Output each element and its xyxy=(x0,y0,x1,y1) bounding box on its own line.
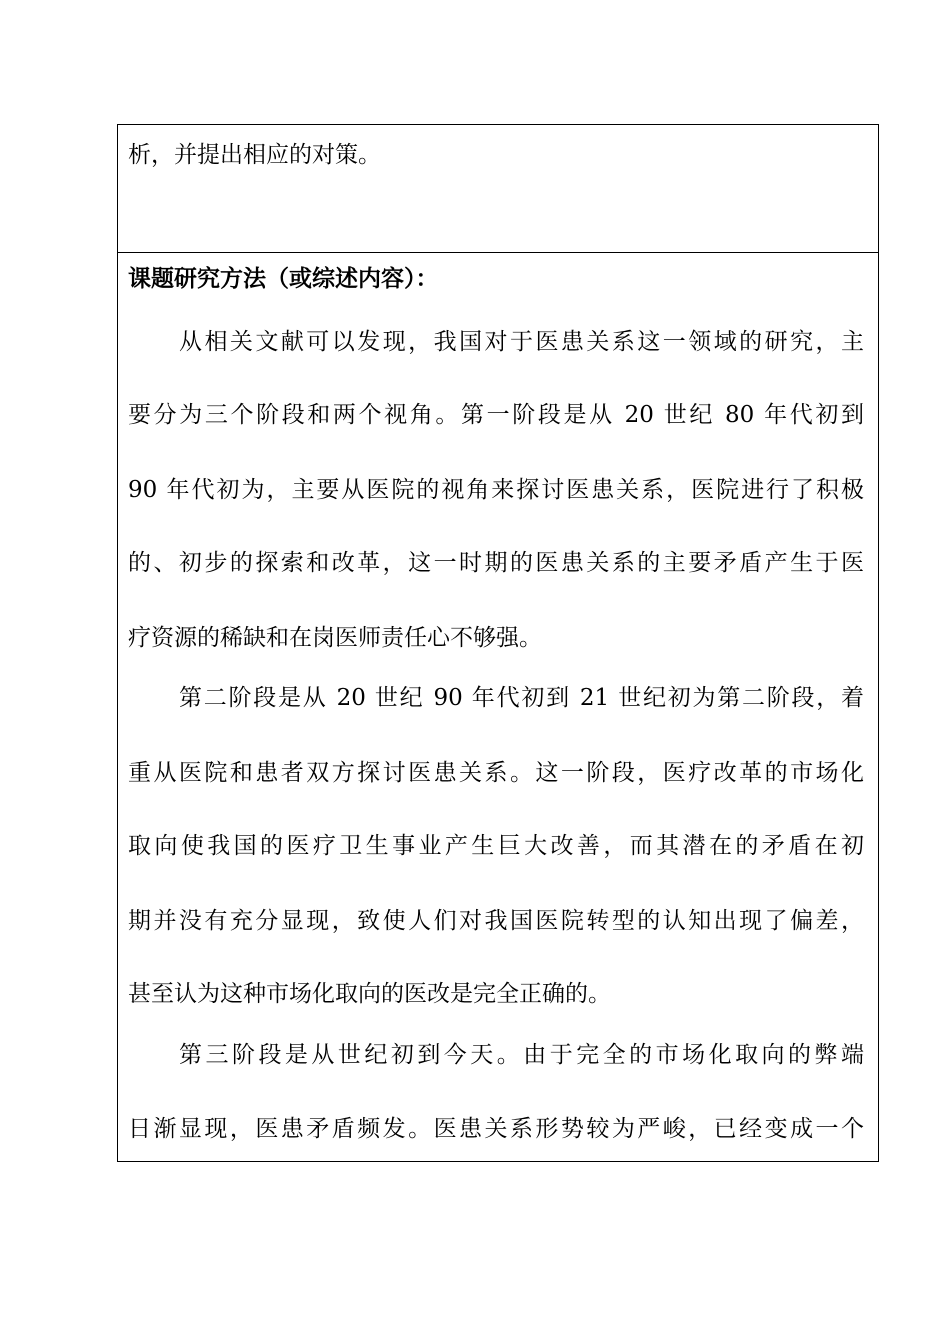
paragraph-line: 第二阶段是从 20 世纪 90 年代初到 21 世纪初为第二阶段，着 xyxy=(179,685,864,711)
intro-text: 析，并提出相应的对策。 xyxy=(128,142,381,168)
section-heading: 课题研究方法（或综述内容）： xyxy=(128,265,439,292)
document-table xyxy=(117,124,879,1162)
paragraph-line: 的、初步的探索和改革，这一时期的医患关系的主要矛盾产生于医 xyxy=(128,550,864,576)
table-cell-intro xyxy=(118,125,878,253)
paragraph-line: 取向使我国的医疗卫生事业产生巨大改善，而其潜在的矛盾在初 xyxy=(128,833,864,859)
paragraph-line: 日渐显现，医患矛盾频发。医患关系形势较为严峻，已经变成一个 xyxy=(128,1116,864,1142)
paragraph-line: 第三阶段是从世纪初到今天。由于完全的市场化取向的弊端 xyxy=(179,1042,864,1068)
paragraph-line: 从相关文献可以发现，我国对于医患关系这一领域的研究，主 xyxy=(179,329,864,355)
paragraph-line: 重从医院和患者双方探讨医患关系。这一阶段，医疗改革的市场化 xyxy=(128,760,864,786)
paragraph-line: 疗资源的稀缺和在岗医师责任心不够强。 xyxy=(128,625,542,651)
paragraph-line: 90 年代初为，主要从医院的视角来探讨医患关系，医院进行了积极 xyxy=(128,477,864,503)
paragraph-line: 要分为三个阶段和两个视角。第一阶段是从 20 世纪 80 年代初到 xyxy=(128,402,864,428)
paragraph-line: 甚至认为这种市场化取向的医改是完全正确的。 xyxy=(128,981,611,1007)
table-cell-research-method xyxy=(118,253,878,1161)
paragraph-line: 期并没有充分显现，致使人们对我国医院转型的认知出现了偏差， xyxy=(128,908,864,934)
